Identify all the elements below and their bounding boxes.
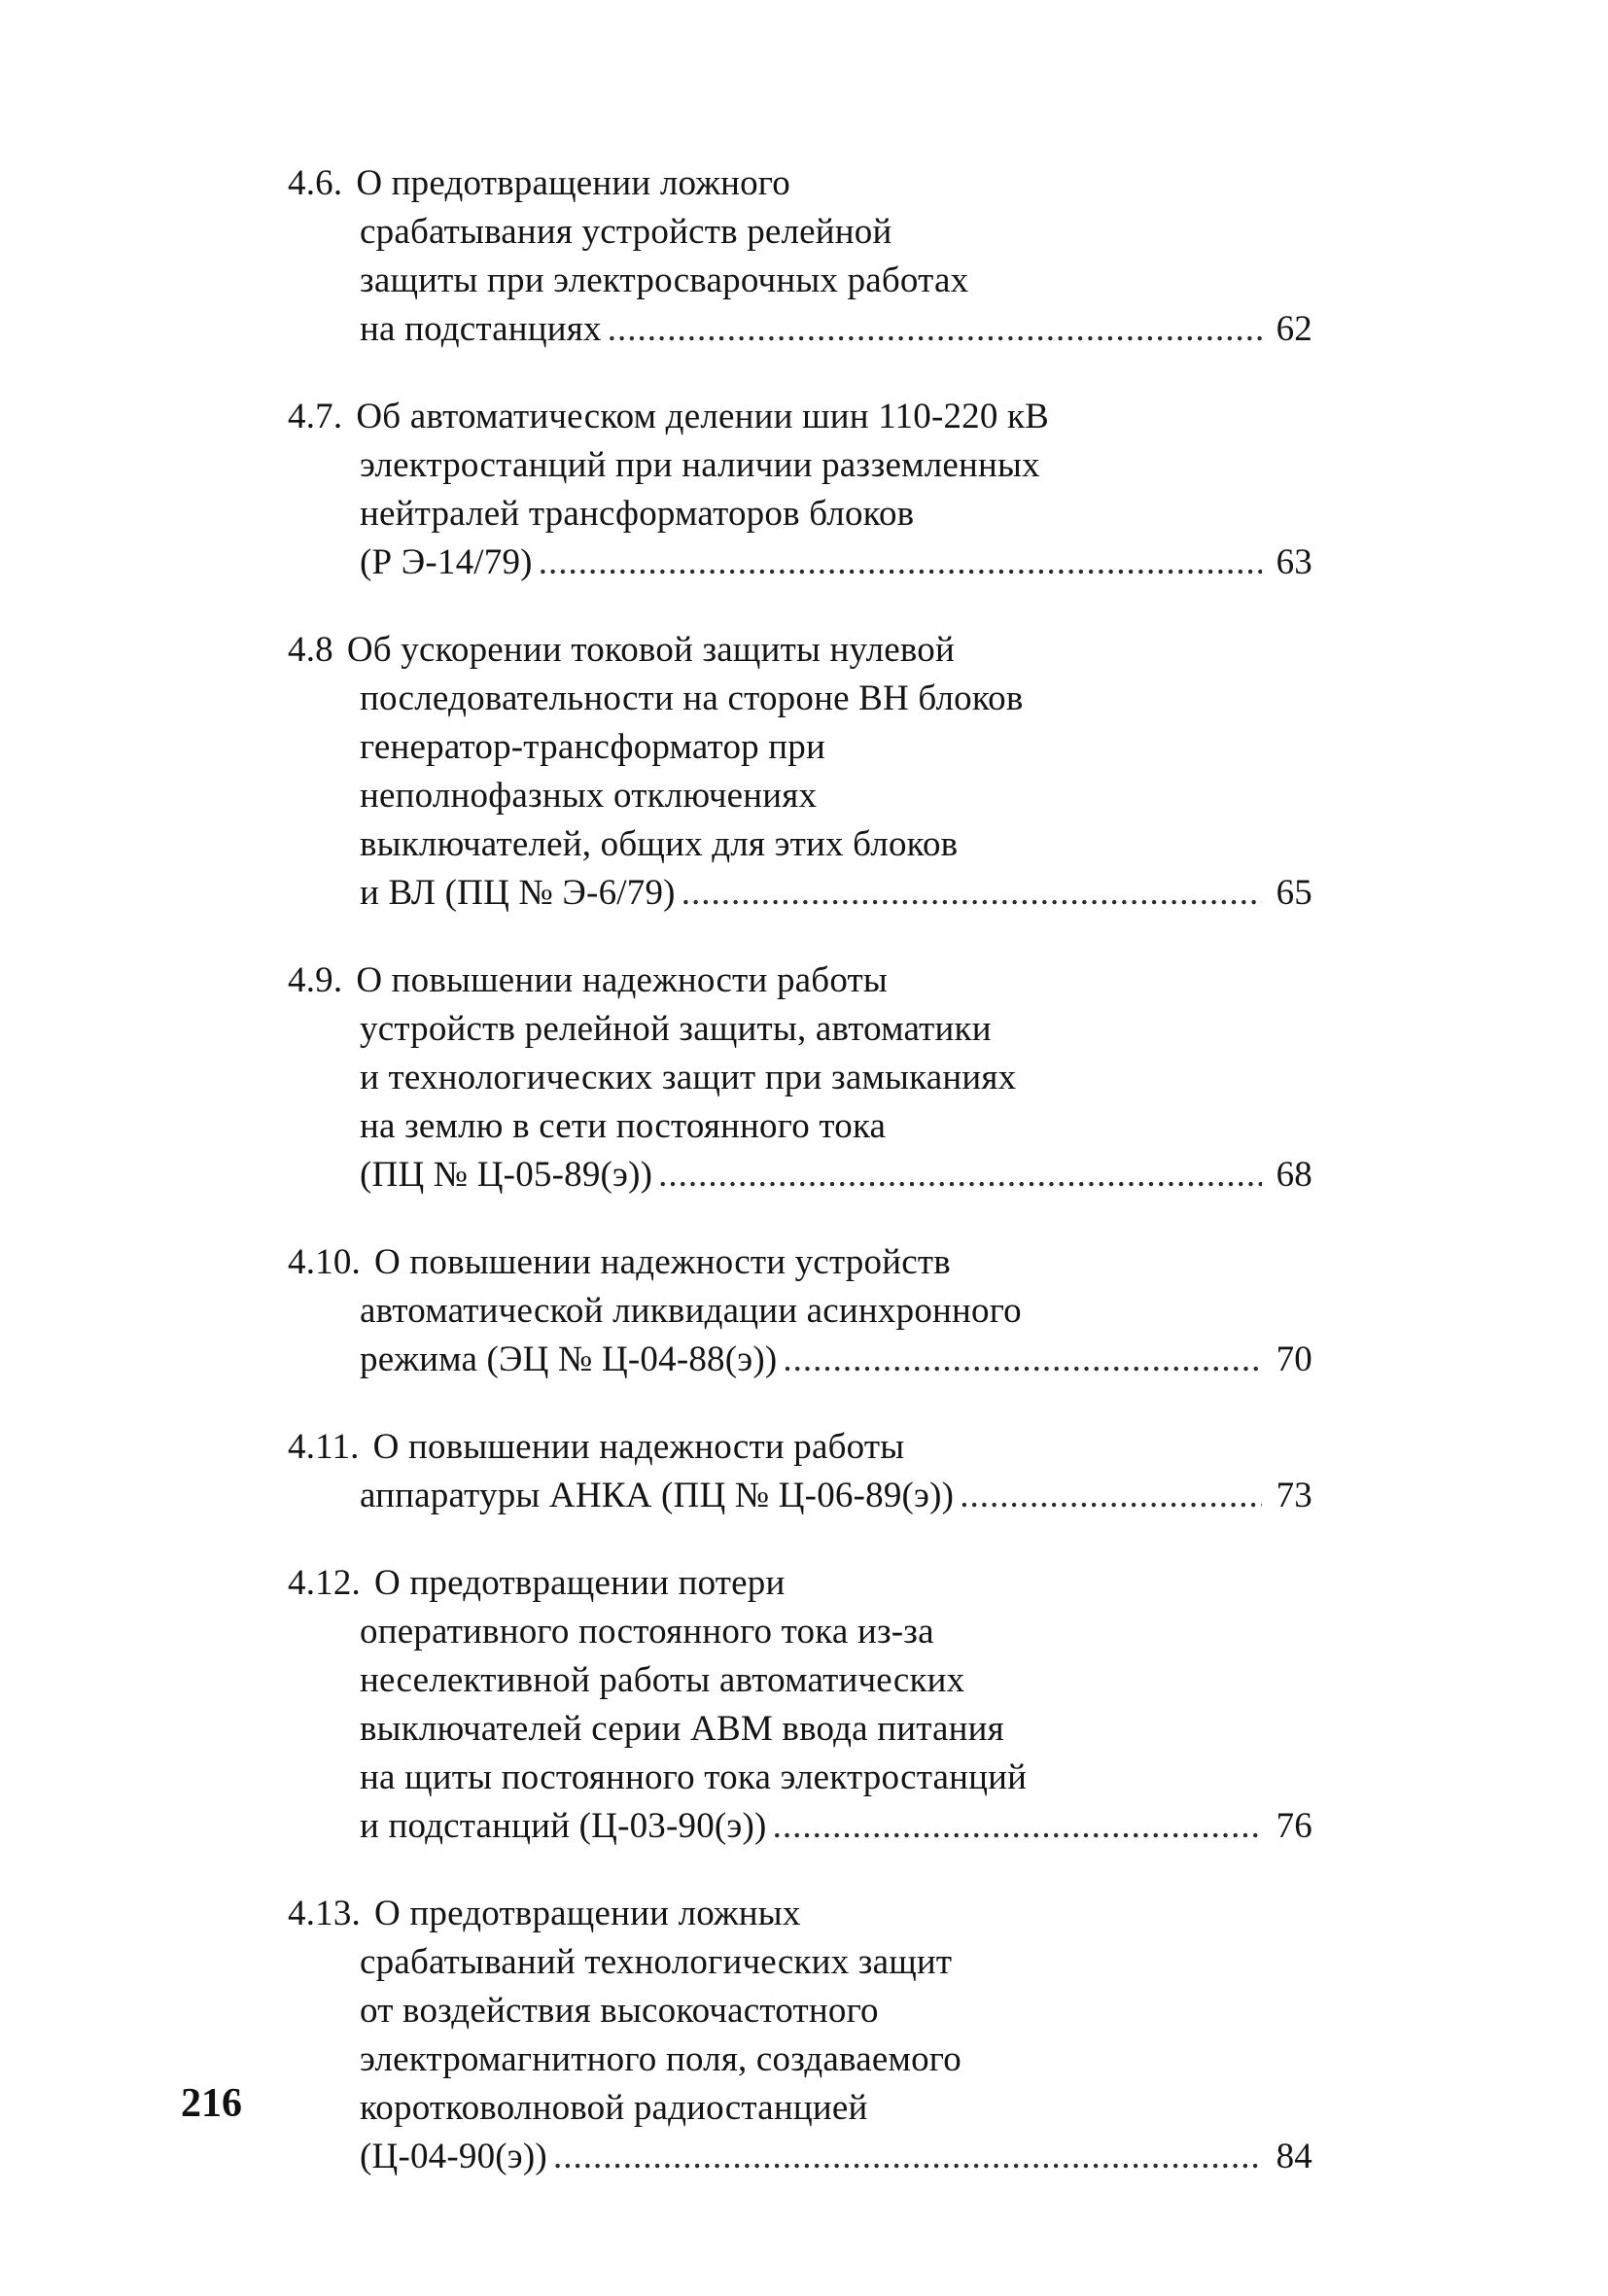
toc-entry-text bbox=[288, 1242, 951, 1282]
toc-entry-number: 4.9. bbox=[288, 960, 343, 1000]
toc-entry-line bbox=[288, 208, 1312, 257]
toc-entry-line bbox=[288, 675, 1312, 723]
toc-entry-title-text: от воздействия высокочастотного bbox=[360, 1991, 879, 2031]
toc-entry-title-text: генератор-трансформатор при bbox=[360, 727, 825, 767]
toc-entry-line bbox=[288, 305, 1312, 354]
toc-entry-title-text: О повышении надежности устройств bbox=[374, 1242, 951, 1282]
toc-entry-title-text: автоматической ликвидации асинхронного bbox=[360, 1291, 1022, 1331]
toc-entry-title-text: О повышении надежности работы bbox=[372, 1427, 905, 1467]
toc-entry-page: 68 bbox=[1276, 1155, 1312, 1195]
toc-entry-line bbox=[288, 2084, 1312, 2133]
dot-leader bbox=[539, 539, 1262, 587]
dot-leader bbox=[682, 869, 1262, 918]
dot-leader bbox=[773, 1802, 1262, 1851]
toc-entry-text bbox=[360, 776, 817, 816]
toc-entry-text bbox=[360, 2039, 961, 2079]
toc-entry-line bbox=[288, 820, 1312, 869]
toc-entry-title-text: на землю в сети постоянного тока bbox=[360, 1106, 887, 1146]
toc-entry-title-text: О предотвращении потери bbox=[374, 1563, 786, 1603]
toc-entry-line bbox=[288, 257, 1312, 305]
toc-entry-text bbox=[360, 2088, 868, 2128]
toc-entry-text bbox=[360, 261, 968, 300]
toc-entry-title-text: режима (ЭЦ № Ц-04-88(э)) bbox=[360, 1339, 778, 1379]
toc-entry-text bbox=[360, 1612, 934, 1652]
toc-entry-number: 4.7. bbox=[288, 397, 343, 436]
toc-entry-title-text: выключателей серии АВМ ввода питания bbox=[360, 1709, 1004, 1749]
toc-entry-title-text: выключателей, общих для этих блоков bbox=[360, 824, 959, 864]
dot-leader bbox=[608, 305, 1262, 354]
toc-entry-line bbox=[288, 1656, 1312, 1705]
toc-entry-first-line bbox=[288, 1559, 1312, 1608]
toc-entry-text bbox=[360, 1058, 1016, 1097]
toc-entry-first-line bbox=[288, 393, 1312, 441]
toc-entry-page: 84 bbox=[1276, 2137, 1312, 2176]
toc-entry-title-text: О предотвращении ложного bbox=[356, 163, 790, 203]
toc-entry-title-text: О повышении надежности работы bbox=[356, 960, 888, 1000]
toc-entry-text bbox=[360, 2133, 547, 2181]
toc-entry-line bbox=[288, 1287, 1312, 1336]
toc-entry-title-text: и ВЛ (ПЦ № Э-6/79) bbox=[360, 873, 676, 913]
dot-leader bbox=[783, 1336, 1262, 1384]
toc-entry-line bbox=[288, 1102, 1312, 1151]
toc-entry-title-text: (Ц-04-90(э)) bbox=[360, 2137, 547, 2176]
toc-entry-page: 62 bbox=[1276, 309, 1312, 349]
toc-entry-text bbox=[360, 1151, 652, 1200]
toc-entry-text bbox=[360, 1291, 1022, 1331]
toc-entry-text bbox=[288, 1894, 801, 1933]
toc-entry-line bbox=[288, 1054, 1312, 1102]
toc-entry-line bbox=[288, 539, 1312, 587]
toc-entry-number: 4.12. bbox=[288, 1563, 361, 1603]
toc-entry-number: 4.13. bbox=[288, 1894, 361, 1933]
toc-entry bbox=[288, 1559, 1312, 1851]
toc-entry-text bbox=[360, 1106, 886, 1146]
dot-leader bbox=[960, 1472, 1262, 1520]
toc-entry-first-line bbox=[288, 957, 1312, 1005]
toc-entry-title-text: (ПЦ № Ц-05-89(э)) bbox=[360, 1155, 653, 1195]
toc-entry-line bbox=[288, 1608, 1312, 1656]
toc-entry-first-line bbox=[288, 1890, 1312, 1938]
toc-entry-line bbox=[288, 1005, 1312, 1054]
page-number: 216 bbox=[181, 2081, 242, 2126]
toc-entry-text bbox=[288, 163, 790, 203]
toc-entry-text bbox=[288, 1563, 785, 1603]
toc-entry-text bbox=[360, 494, 914, 534]
toc-entry-line bbox=[288, 2035, 1312, 2084]
toc-entry-line bbox=[288, 723, 1312, 772]
toc-entry-line bbox=[288, 490, 1312, 539]
toc-entry-first-line bbox=[288, 1423, 1312, 1472]
toc-entry-text bbox=[360, 1802, 767, 1851]
toc-entry-page: 70 bbox=[1276, 1339, 1312, 1379]
toc-entry-number: 4.6. bbox=[288, 163, 343, 203]
toc-entry-text bbox=[360, 212, 892, 252]
toc-entry-text bbox=[360, 869, 676, 918]
toc-entry-title-text: электромагнитного поля, создаваемого bbox=[360, 2039, 961, 2079]
toc-entry bbox=[288, 159, 1312, 354]
toc-entry-title-text: неселективной работы автоматических bbox=[360, 1660, 965, 1700]
toc-entry-text bbox=[360, 727, 825, 767]
toc-entry-text bbox=[360, 445, 1040, 485]
toc-entry bbox=[288, 1423, 1312, 1520]
toc-entry bbox=[288, 393, 1312, 587]
toc-entry-text bbox=[360, 1660, 964, 1700]
toc-entry-text bbox=[360, 1472, 954, 1520]
toc-entry bbox=[288, 1890, 1312, 2181]
toc-entry-text bbox=[360, 824, 958, 864]
toc-entry-line bbox=[288, 1472, 1312, 1520]
table-of-contents bbox=[288, 159, 1312, 2220]
toc-entry-line bbox=[288, 1336, 1312, 1384]
toc-entry-title-text: на щиты постоянного тока электростанций bbox=[360, 1757, 1028, 1797]
toc-entry-text bbox=[288, 960, 888, 1000]
toc-entry-title-text: срабатывания устройств релейной bbox=[360, 212, 892, 252]
toc-entry-title-text: нейтралей трансформаторов блоков bbox=[360, 494, 915, 534]
toc-entry-number: 4.8 bbox=[288, 630, 333, 670]
toc-entry-line bbox=[288, 1987, 1312, 2035]
toc-entry bbox=[288, 626, 1312, 918]
toc-entry-title-text: последовательности на стороне ВН блоков bbox=[360, 678, 1024, 718]
toc-entry-first-line bbox=[288, 159, 1312, 208]
toc-entry-text bbox=[360, 1757, 1027, 1797]
toc-entry-page: 65 bbox=[1276, 873, 1312, 913]
toc-entry-title-text: на подстанциях bbox=[360, 309, 602, 349]
toc-entry-text bbox=[360, 305, 602, 354]
toc-entry-title-text: и подстанций (Ц-03-90(э)) bbox=[360, 1806, 767, 1846]
toc-entry-text bbox=[360, 1991, 879, 2031]
toc-entry-title-text: О предотвращении ложных bbox=[374, 1894, 801, 1933]
toc-entry-page: 73 bbox=[1276, 1476, 1312, 1515]
toc-entry-text bbox=[360, 1709, 1004, 1749]
toc-entry-text bbox=[288, 1427, 904, 1467]
toc-entry-title-text: Об ускорении токовой защиты нулевой bbox=[346, 630, 955, 670]
toc-entry-line bbox=[288, 869, 1312, 918]
toc-entry-line bbox=[288, 1151, 1312, 1200]
toc-entry bbox=[288, 1238, 1312, 1384]
toc-entry-first-line bbox=[288, 626, 1312, 675]
toc-entry-title-text: (Р Э-14/79) bbox=[360, 542, 533, 582]
toc-entry-number: 4.11. bbox=[288, 1427, 360, 1467]
toc-entry-line bbox=[288, 1938, 1312, 1987]
dot-leader bbox=[553, 2133, 1262, 2181]
toc-entry bbox=[288, 957, 1312, 1200]
toc-entry-title-text: коротковолновой радиостанцией bbox=[360, 2088, 868, 2128]
toc-entry-text bbox=[360, 1942, 952, 1982]
toc-entry-first-line bbox=[288, 1238, 1312, 1287]
toc-entry-line bbox=[288, 2133, 1312, 2181]
toc-entry-title-text: защиты при электросварочных работах bbox=[360, 261, 969, 300]
toc-entry-text bbox=[288, 397, 1049, 436]
toc-entry-page: 76 bbox=[1276, 1806, 1312, 1846]
toc-entry-number: 4.10. bbox=[288, 1242, 361, 1282]
dot-leader bbox=[658, 1151, 1262, 1200]
toc-entry-line bbox=[288, 772, 1312, 820]
toc-entry-title-text: аппаратуры АНКА (ПЦ № Ц-06-89(э)) bbox=[360, 1476, 955, 1515]
toc-entry-line bbox=[288, 441, 1312, 490]
toc-entry-title-text: неполнофазных отключениях bbox=[360, 776, 818, 816]
toc-entry-text bbox=[360, 1009, 992, 1049]
toc-entry-page: 63 bbox=[1276, 542, 1312, 582]
toc-entry-text bbox=[360, 678, 1024, 718]
toc-entry-line bbox=[288, 1705, 1312, 1754]
toc-entry-text bbox=[360, 1336, 777, 1384]
toc-entry-line bbox=[288, 1754, 1312, 1802]
toc-entry-title-text: оперативного постоянного тока из-за bbox=[360, 1612, 934, 1652]
toc-entry-title-text: электростанций при наличии разземленных bbox=[360, 445, 1040, 485]
toc-entry-title-text: Об автоматическом делении шин 110-220 кВ bbox=[356, 397, 1050, 436]
toc-entry-text bbox=[288, 630, 955, 670]
toc-entry-text bbox=[360, 539, 533, 587]
toc-entry-line bbox=[288, 1802, 1312, 1851]
toc-entry-title-text: и технологических защит при замыканиях bbox=[360, 1058, 1017, 1097]
toc-entry-title-text: срабатываний технологических защит bbox=[360, 1942, 953, 1982]
toc-entry-title-text: устройств релейной защиты, автоматики bbox=[360, 1009, 992, 1049]
